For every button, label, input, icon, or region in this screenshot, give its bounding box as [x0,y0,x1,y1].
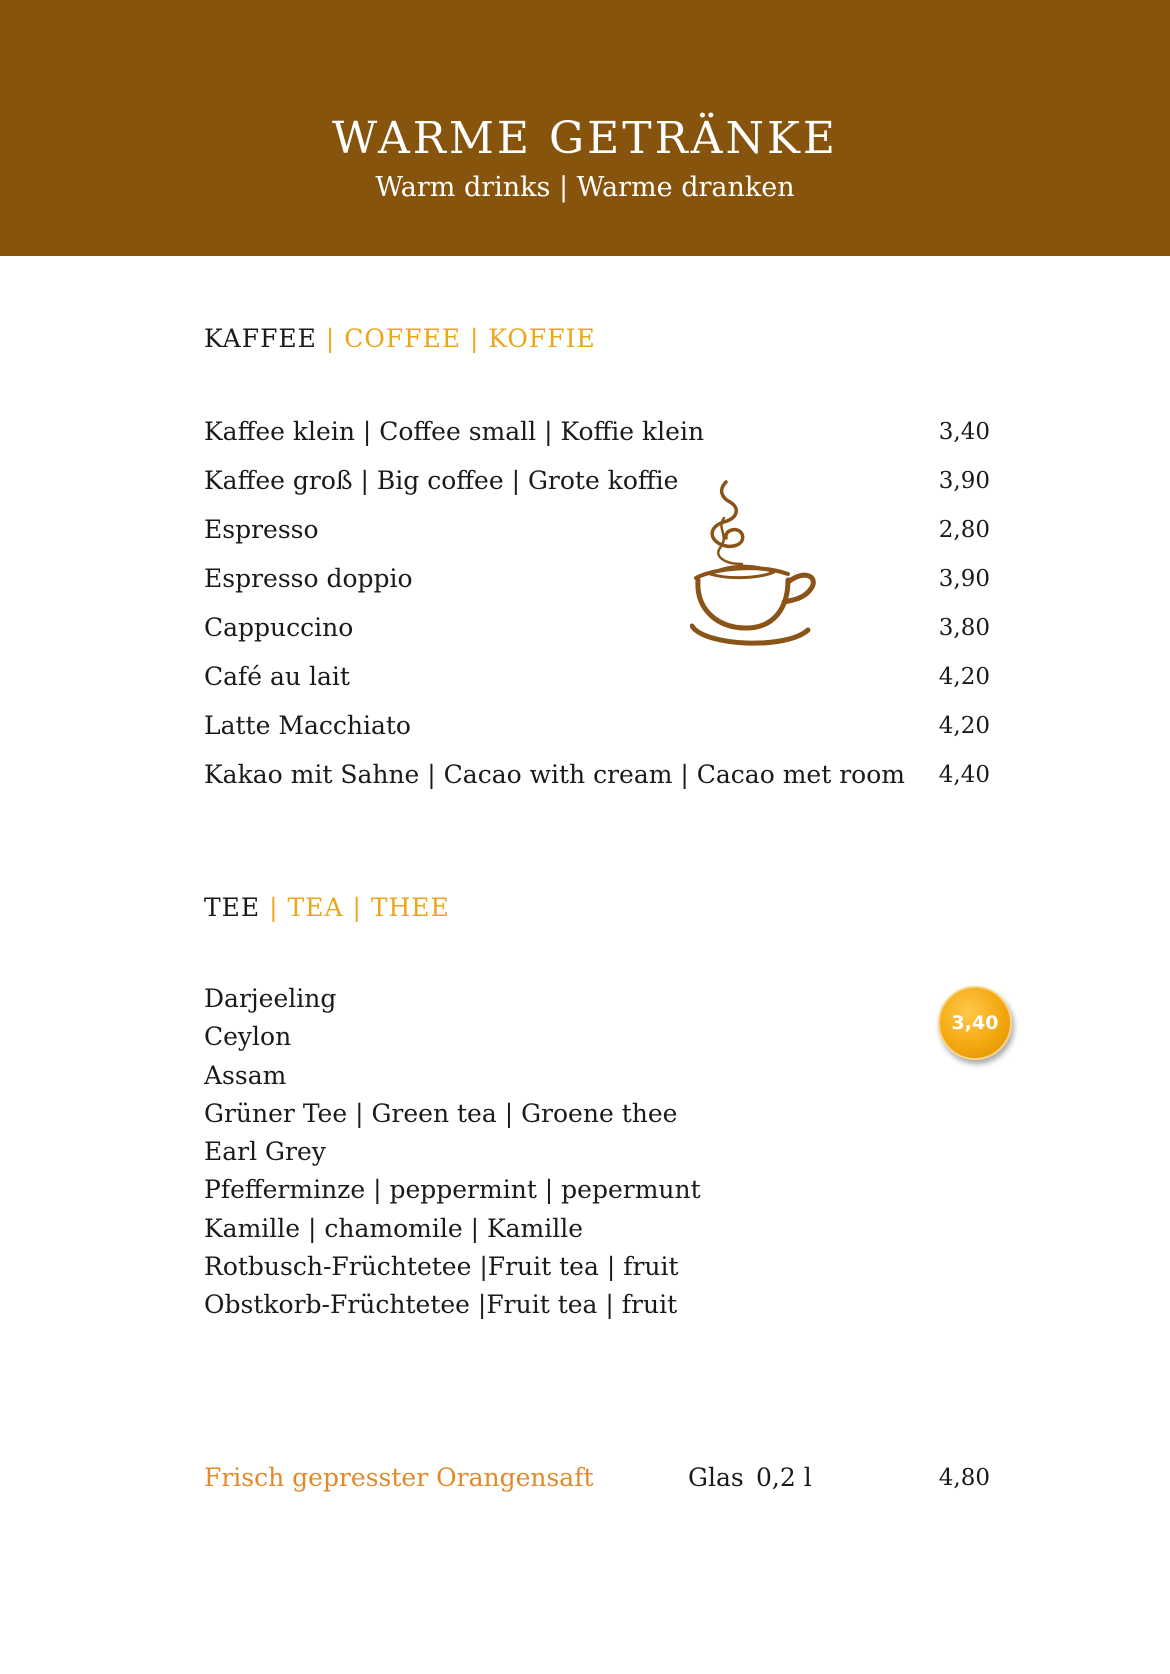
coffee-item-price: 3,90 [938,566,990,592]
tea-price-badge: 3,40 [938,986,1012,1060]
tea-heading-nl: THEE [370,893,450,922]
tea-item: Kamille | chamomile | Kamille [204,1213,584,1243]
juice-unit: Glas [688,1463,744,1492]
coffee-item-price: 4,40 [938,762,990,788]
coffee-item-price: 4,20 [938,713,990,739]
tea-heading-de: TEE [204,893,261,922]
cup-body [698,580,788,628]
juice-row [204,1458,990,1498]
coffee-item-price: 3,40 [938,419,990,445]
tea-item: Obstkorb-Früchtetee |Fruit tea | fruit [204,1290,678,1320]
tea-heading-en: TEA [287,893,344,922]
tea-item: Rotbusch-Früchtetee |Fruit tea | fruit [204,1252,679,1282]
coffee-item-price: 4,20 [938,664,990,690]
coffee-item-name: Espresso doppio [204,564,413,593]
tea-item: Earl Grey [204,1137,326,1167]
coffee-cup-icon [690,478,830,653]
coffee-item [204,755,990,795]
coffee-item [204,608,990,648]
tea-heading: TEE | TEA | THEE [204,893,450,922]
coffee-item-name: Latte Macchiato [204,711,411,740]
coffee-item-name: Kaffee groß | Big coffee | Grote koffie [204,466,679,495]
juice-price: 4,80 [938,1465,990,1491]
coffee-item-name: Café au lait [204,662,350,691]
page-subtitle: Warm drinks | Warme dranken [375,172,795,203]
steam-swirl [718,518,742,564]
juice-name: Frisch gepresster Orangensaft [204,1463,594,1492]
coffee-item-name: Kakao mit Sahne | Cacao with cream | Cacao met room [204,760,905,789]
coffee-item [204,706,990,746]
juice-volume: 0,2 l [756,1463,812,1492]
tea-item: Pfefferminze | peppermint | pepermunt [204,1175,701,1205]
coffee-heading-nl: KOFFIE [488,324,596,353]
tea-item: Assam [204,1060,287,1090]
coffee-heading: KAFFEE | COFFEE | KOFFIE [204,324,596,353]
coffee-item-price: 3,80 [938,615,990,641]
coffee-item [204,461,990,501]
coffee-item [204,412,990,452]
coffee-item [204,559,990,599]
coffee-item-name: Cappuccino [204,613,354,642]
coffee-heading-en: COFFEE [344,324,462,353]
page-title: WARME GETRÄNKE [331,113,839,164]
coffee-item-price: 2,80 [938,517,990,543]
coffee-item-name: Espresso [204,515,319,544]
header-banner [0,0,1170,256]
coffee-item [204,510,990,550]
tea-list [204,980,701,1325]
coffee-item-name: Kaffee klein | Coffee small | Koffie klein [204,417,705,446]
coffee-item [204,657,990,697]
steam-swirl [712,482,743,546]
coffee-item-price: 3,90 [938,468,990,494]
tea-item: Grüner Tee | Green tea | Groene thee [204,1098,678,1128]
tea-item: Ceylon [204,1022,292,1052]
tea-item: Darjeeling [204,984,337,1013]
coffee-heading-de: KAFFEE [204,324,317,353]
